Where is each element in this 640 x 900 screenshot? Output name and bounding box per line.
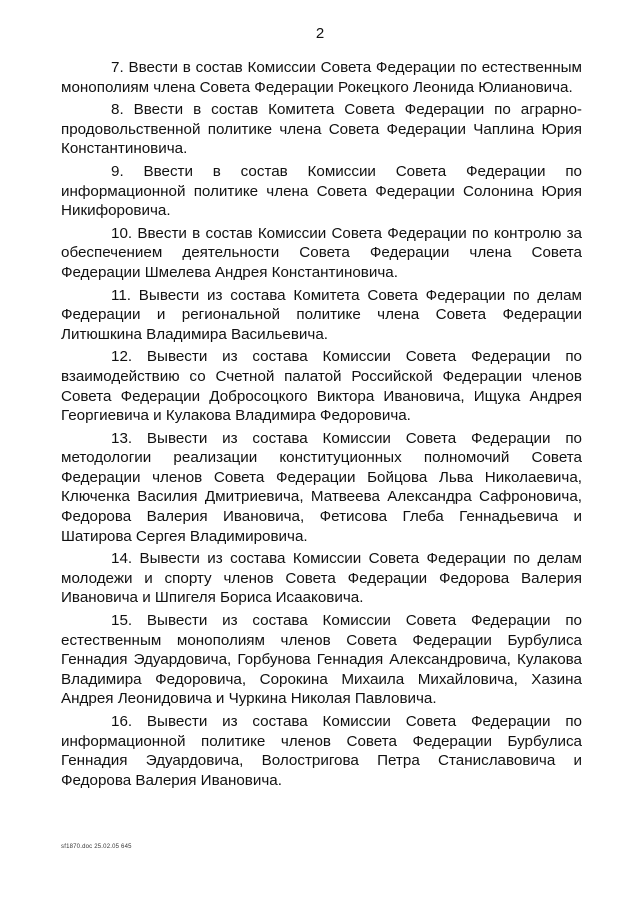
- paragraph-13: 13. Вывести из состава Комиссии Совета Федерации по методологии реализации конституционных полномочий Совета Федерации членов Совета Федерации Бойцова Льва Николаевича, Ключенка Василия Дмитриевича, Матвеева Александра Сафроновича, Федорова Валерия Ивановича, Фетисова Глеба Геннадьевича и Шатирова Сергея Владимировича.: [61, 429, 582, 545]
- paragraph-10: 10. Ввести в состав Комиссии Совета Федерации по контролю за обеспечением деятельности Совета Федерации члена Совета Федерации Шмелева Андрея Константиновича.: [61, 224, 582, 281]
- paragraph-15: 15. Вывести из состава Комиссии Совета Федерации по естественным монополиям членов Совета Федерации Бурбулиса Геннадия Эдуардовича, Горбунова Геннадия Александровича, Кулакова Владимира Федоровича, Сорокина Михаила Михайловича, Хазина Андрея Леонидовича и Чуркина Николая Павловича.: [61, 612, 582, 708]
- paragraph-11: 11. Вывести из состава Комитета Совета Федерации по делам Федерации и региональной политике члена Совета Федерации Литюшкина Владимира Васильевича.: [61, 286, 582, 343]
- paragraph-9: 9. Ввести в состав Комиссии Совета Федерации по информационной политике члена Совета Федерации Солонина Юрия Никифоровича.: [61, 162, 582, 220]
- paragraph-12: 12. Вывести из состава Комиссии Совета Федерации по взаимодействию со Счетной палатой Российской Федерации членов Совета Федерации Добросоцкого Виктора Ивановича, Ищука Андрея Георгиевича и Кулакова Владимира Федоровича.: [61, 348, 582, 425]
- page-number: 2: [315, 25, 325, 42]
- paragraph-14: 14. Вывести из состава Комиссии Совета Федерации по делам молодежи и спорту членов Совета Федерации Федорова Валерия Ивановича и Шпигеля Бориса Исааковича.: [61, 550, 582, 607]
- paragraph-7: 7. Ввести в состав Комиссии Совета Федерации по естественным монополиям члена Совета Федерации Рокецкого Леонида Юлиановича.: [61, 59, 582, 96]
- paragraph-16: 16. Вывести из состава Комиссии Совета Федерации по информационной политике членов Совета Федерации Бурбулиса Геннадия Эдуардовича, Волостригова Петра Станиславовича и Федорова Валерия Ивановича.: [61, 713, 582, 789]
- paragraph-8: 8. Ввести в состав Комитета Совета Федерации по аграрно-продовольственной политике члена Совета Федерации Чаплина Юрия Константиновича.: [61, 101, 582, 158]
- document-body: [61, 58, 582, 793]
- document-footer: sf1870.doc 25.02.05 645: [61, 844, 132, 850]
